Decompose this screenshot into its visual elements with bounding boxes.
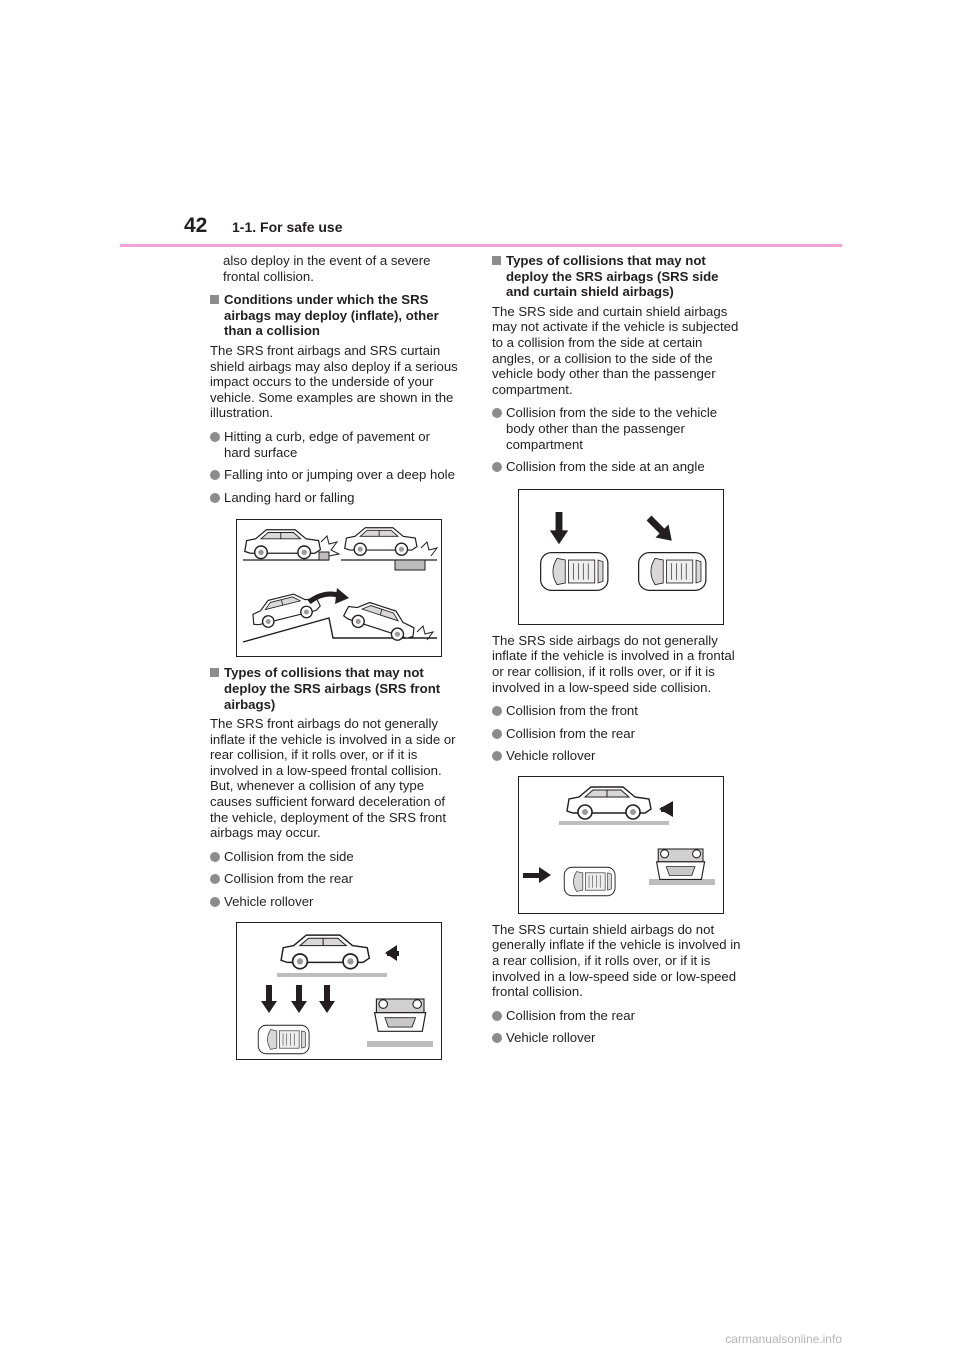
list-item: Vehicle rollover [492, 1030, 742, 1046]
heading-text: Types of collisions that may not deploy the SRS airbags (SRS side and curtain shield airbags) [506, 253, 719, 300]
list-item: Collision from the side [210, 849, 460, 865]
illustration-front-airbag-no-deploy [236, 922, 442, 1060]
list-item: Collision from the side to the vehicle body other than the passenger compartment [492, 405, 742, 452]
circle-bullet-icon [210, 470, 220, 480]
square-bullet-icon [210, 295, 219, 304]
body-text: The SRS side and curtain shield airbags may not activate if the vehicle is subjected to a collision from the side at certain angles, or a collision to the side of the vehicle body other than the passenger compartment. [492, 303, 739, 397]
square-bullet-icon [210, 668, 219, 677]
circle-bullet-icon [492, 462, 502, 472]
heading-front-airbags [210, 665, 460, 712]
list-item: Landing hard or falling [210, 490, 460, 506]
heading-text: Conditions under which the SRS airbags may deploy (inflate), other than a collision [224, 292, 439, 339]
circle-bullet-icon [210, 897, 220, 907]
illustration-underbody-impacts [236, 519, 442, 657]
circle-bullet-icon [492, 751, 502, 761]
body-text: The SRS curtain shield airbags do not generally inflate if the vehicle is involved in a rear collision, if it rolls over, or if it is involved in a low-speed side or low-speed frontal collision. [492, 921, 741, 1000]
list-item: Collision from the rear [210, 871, 460, 887]
list-item: Vehicle rollover [492, 748, 742, 764]
left-column [210, 253, 460, 1068]
right-column [492, 253, 742, 1053]
circle-bullet-icon [492, 1033, 502, 1043]
list-item: Hitting a curb, edge of pavement or hard surface [210, 429, 460, 460]
list-item: Collision from the rear [492, 726, 742, 742]
circle-bullet-icon [210, 852, 220, 862]
illustration-side-airbag-no-deploy [518, 776, 724, 914]
heading-deploy-conditions [210, 292, 460, 339]
page-number: 42 [184, 214, 208, 237]
body-text: The SRS front airbags and SRS curtain shield airbags may also deploy if a serious impact occurs to the underside of your vehicle. Some examples are shown in the illustration. [210, 342, 458, 421]
circle-bullet-icon [492, 408, 502, 418]
circle-bullet-icon [492, 729, 502, 739]
circle-bullet-icon [492, 706, 502, 716]
circle-bullet-icon [210, 874, 220, 884]
heading-side-curtain-airbags [492, 253, 742, 300]
body-text: The SRS front airbags do not generally inflate if the vehicle is involved in a side or rear collision, if it rolls over, or if it is involved in a low-speed frontal collision. But, whenever a collision of any type causes sufficient forward deceleration of the vehicle, deployment of the SRS front airbags may occur. [210, 716, 456, 841]
section-title: 1-1. For safe use [232, 219, 343, 235]
illustration-side-angle-collision [518, 489, 724, 625]
circle-bullet-icon [210, 432, 220, 442]
heading-text: Types of collisions that may not deploy the SRS airbags (SRS front airbags) [224, 665, 441, 712]
list-item: Collision from the rear [492, 1008, 742, 1024]
list-item: Collision from the front [492, 703, 742, 719]
square-bullet-icon [492, 256, 501, 265]
circle-bullet-icon [210, 493, 220, 503]
body-text: The SRS side airbags do not generally inflate if the vehicle is involved in a frontal or rear collision, if it rolls over, or if it is involved in a low-speed side collision. [492, 632, 735, 695]
circle-bullet-icon [492, 1011, 502, 1021]
list-item: Falling into or jumping over a deep hole [210, 467, 460, 483]
list-item: Collision from the side at an angle [492, 459, 742, 475]
intro-text: also deploy in the event of a severe frontal collision. [223, 253, 431, 284]
watermark: carmanualsonline.info [725, 1332, 842, 1346]
list-item: Vehicle rollover [210, 894, 460, 910]
header-rule [120, 244, 842, 247]
